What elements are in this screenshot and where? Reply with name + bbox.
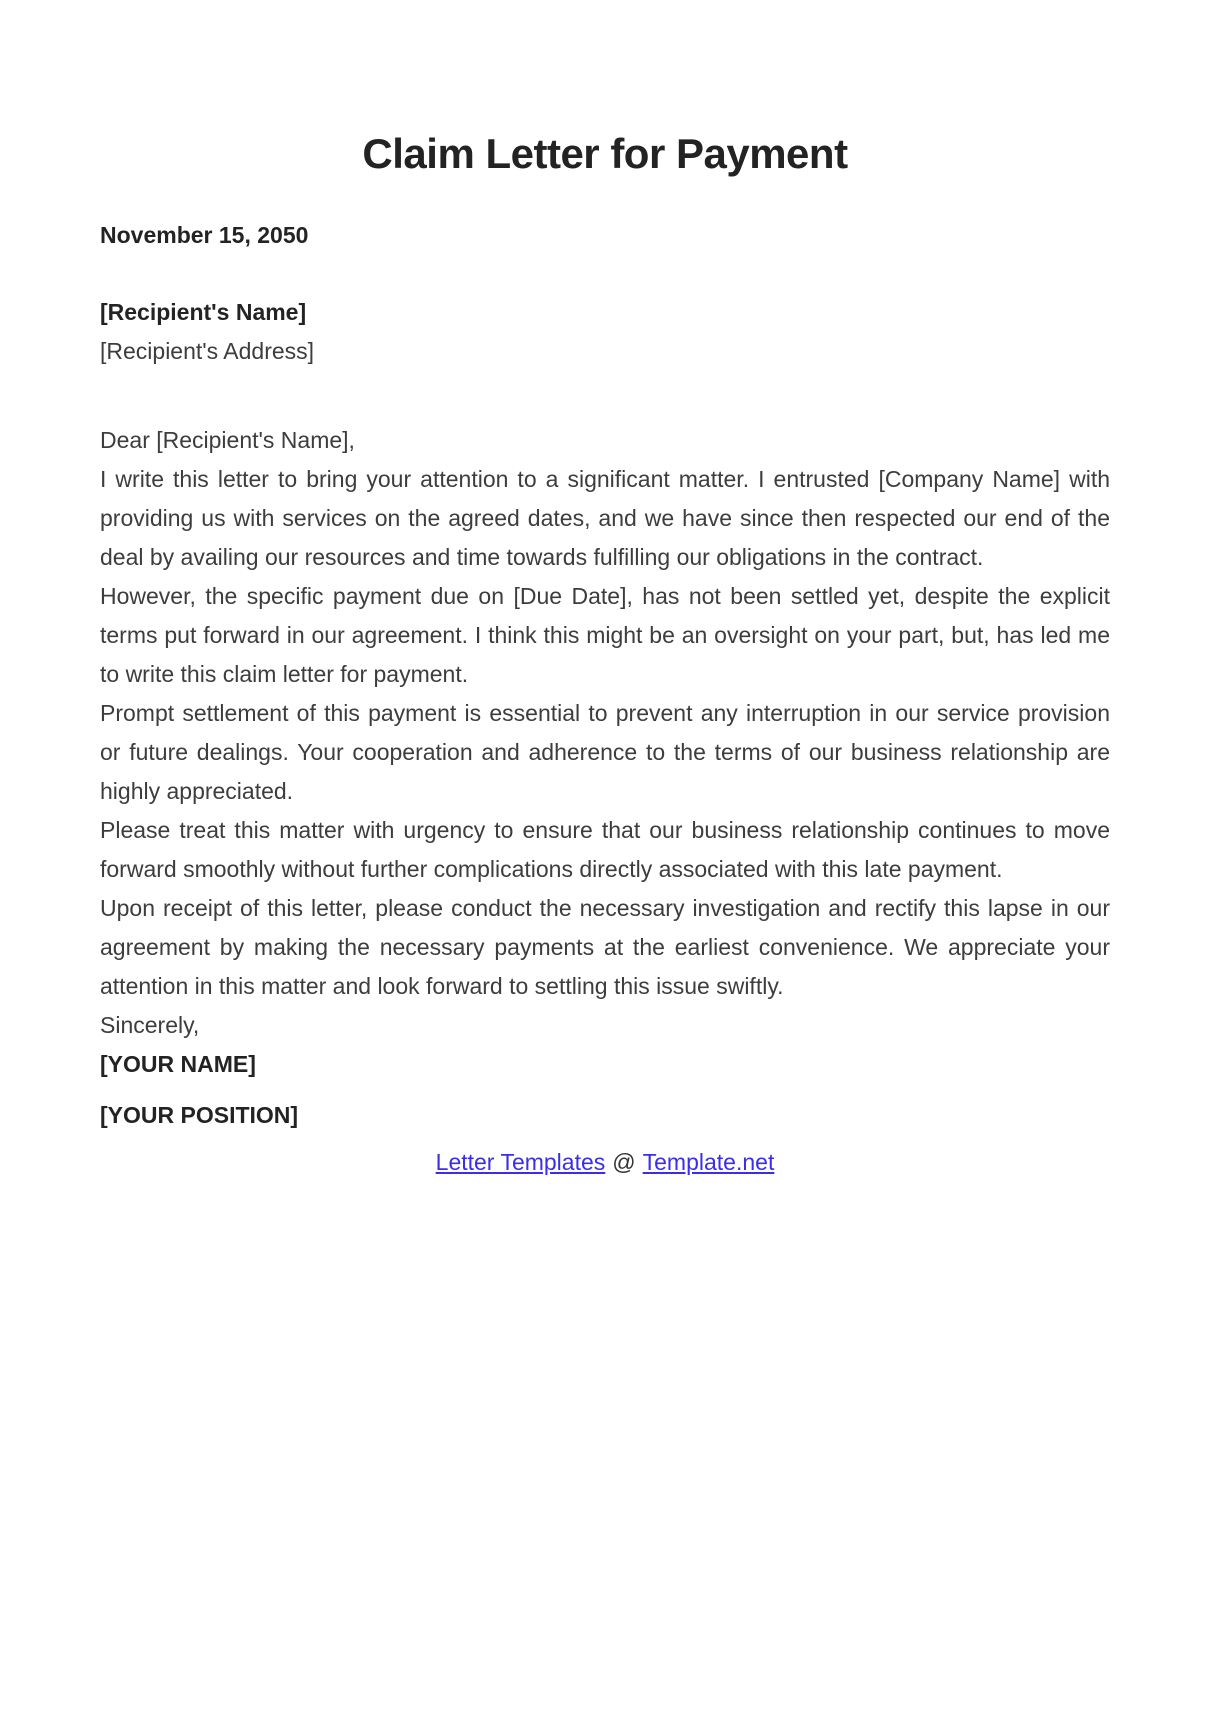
salutation: Dear [Recipient's Name],: [100, 427, 355, 453]
body-paragraph-3: Prompt settlement of this payment is essential to prevent any interruption in our service provision or future dealings. Your cooperation and adherence to the terms of our business relationship are highly appreciated.: [100, 700, 1110, 804]
body-paragraph-2: However, the specific payment due on [Due Date], has not been settled yet, despite the explicit terms put forward in our agreement. I think this might be an oversight on your part, but, has led me to write this claim letter for payment.: [100, 583, 1110, 687]
template-net-link[interactable]: Template.net: [642, 1149, 775, 1175]
signature-name: [YOUR NAME]: [100, 1051, 256, 1077]
recipient-name: [Recipient's Name]: [100, 299, 307, 325]
signature-position: [YOUR POSITION]: [100, 1102, 299, 1128]
attribution-footer: [100, 1143, 1110, 1182]
letter-templates-link[interactable]: Letter Templates: [435, 1149, 606, 1175]
recipient-block: [100, 293, 1110, 371]
recipient-address: [Recipient's Address]: [100, 338, 315, 364]
body-paragraph-5: Upon receipt of this letter, please conduct the necessary investigation and rectify this lapse in our agreement by making the necessary payments at the earliest convenience. We appreciate your attention in this matter and look forward to settling this issue swiftly.: [100, 895, 1110, 999]
page-title: Claim Letter for Payment: [362, 130, 848, 177]
closing: Sincerely,: [100, 1012, 200, 1038]
attribution-separator: @: [612, 1149, 636, 1175]
letter-date: November 15, 2050: [100, 222, 309, 248]
body-paragraph-1: I write this letter to bring your attention to a significant matter. I entrusted [Company Name] with providing us with services on the agreed dates, and we have since then respected our end of the deal by availing our resources and time towards fulfilling our obligations in the contract.: [100, 466, 1110, 570]
letter-body: [100, 421, 1110, 1084]
body-paragraph-4: Please treat this matter with urgency to ensure that our business relationship continues to move forward smoothly without further complications directly associated with this late payment.: [100, 817, 1110, 882]
